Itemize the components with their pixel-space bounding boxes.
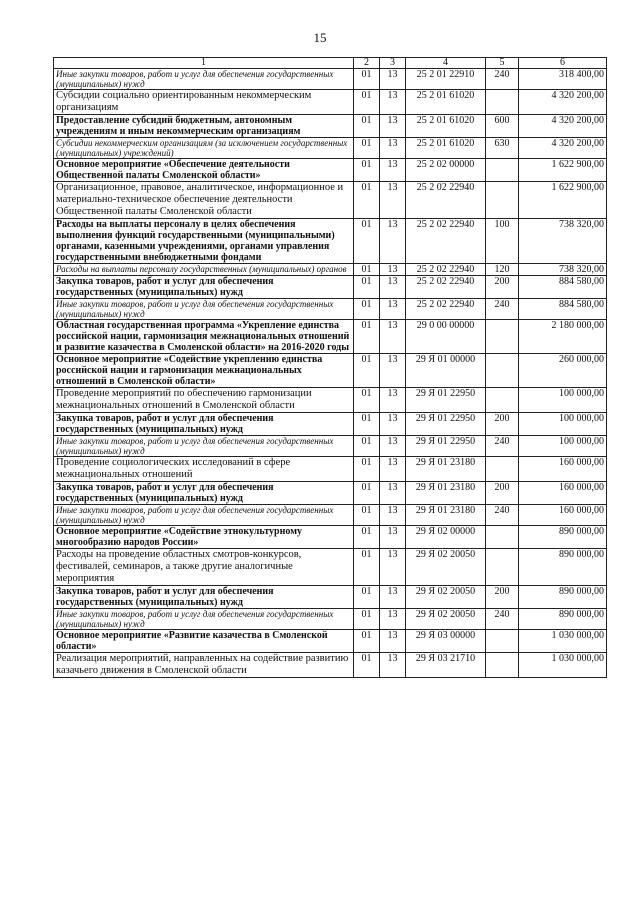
row-expense-type-cell: 240 bbox=[486, 69, 519, 90]
row-amount-cell: 160 000,00 bbox=[519, 505, 607, 526]
row-code-cell: 25 2 01 22910 bbox=[406, 69, 486, 90]
row-code-cell: 25 2 02 22940 bbox=[406, 299, 486, 320]
row-amount-cell: 100 000,00 bbox=[519, 388, 607, 413]
table-row bbox=[54, 436, 607, 457]
row-code-cell: 29 Я 01 22950 bbox=[406, 413, 486, 436]
row-amount-cell: 4 320 200,00 bbox=[519, 90, 607, 115]
row-amount-cell: 884 580,00 bbox=[519, 299, 607, 320]
header-cell: 1 bbox=[54, 58, 354, 69]
row-amount-cell: 4 320 200,00 bbox=[519, 115, 607, 138]
row-section-cell: 01 bbox=[354, 182, 380, 219]
row-expense-type-cell: 240 bbox=[486, 299, 519, 320]
row-subsection-cell: 13 bbox=[380, 413, 406, 436]
row-name-cell: Основное мероприятие «Развитие казачества в Смоленской области» bbox=[54, 630, 354, 653]
table-row bbox=[54, 219, 607, 264]
row-expense-type-cell: 240 bbox=[486, 505, 519, 526]
row-expense-type-cell: 200 bbox=[486, 276, 519, 299]
row-subsection-cell: 13 bbox=[380, 653, 406, 678]
row-subsection-cell: 13 bbox=[380, 586, 406, 609]
row-expense-type-cell: 630 bbox=[486, 138, 519, 159]
budget-table bbox=[53, 57, 607, 678]
row-section-cell: 01 bbox=[354, 630, 380, 653]
row-code-cell: 29 Я 01 22950 bbox=[406, 436, 486, 457]
row-section-cell: 01 bbox=[354, 526, 380, 549]
row-section-cell: 01 bbox=[354, 299, 380, 320]
table-row bbox=[54, 549, 607, 586]
header-cell: 2 bbox=[354, 58, 380, 69]
row-expense-type-cell bbox=[486, 653, 519, 678]
table-row bbox=[54, 182, 607, 219]
row-code-cell: 29 Я 01 23180 bbox=[406, 482, 486, 505]
row-subsection-cell: 13 bbox=[380, 505, 406, 526]
row-expense-type-cell bbox=[486, 182, 519, 219]
row-name-cell: Субсидии некоммерческим организациям (за исключением государственных (муниципальных) учреждений) bbox=[54, 138, 354, 159]
row-section-cell: 01 bbox=[354, 388, 380, 413]
row-code-cell: 25 2 02 22940 bbox=[406, 276, 486, 299]
row-section-cell: 01 bbox=[354, 609, 380, 630]
row-expense-type-cell: 240 bbox=[486, 609, 519, 630]
row-code-cell: 25 2 01 61020 bbox=[406, 138, 486, 159]
row-name-cell: Областная государственная программа «Укрепление единства российской нации, гармонизация межнациональных отношений и развитие казачества в Смоленской области» на 2016-2020 годы bbox=[54, 320, 354, 354]
row-section-cell: 01 bbox=[354, 320, 380, 354]
table-row bbox=[54, 276, 607, 299]
row-section-cell: 01 bbox=[354, 354, 380, 388]
row-subsection-cell: 13 bbox=[380, 482, 406, 505]
row-section-cell: 01 bbox=[354, 586, 380, 609]
table-row bbox=[54, 69, 607, 90]
row-section-cell: 01 bbox=[354, 138, 380, 159]
table-row bbox=[54, 630, 607, 653]
table-row bbox=[54, 90, 607, 115]
row-section-cell: 01 bbox=[354, 457, 380, 482]
row-name-cell: Проведение мероприятий по обеспечению гармонизации межнациональных отношений в Смоленской области bbox=[54, 388, 354, 413]
row-amount-cell: 2 180 000,00 bbox=[519, 320, 607, 354]
table-row bbox=[54, 115, 607, 138]
row-section-cell: 01 bbox=[354, 653, 380, 678]
row-amount-cell: 1 030 000,00 bbox=[519, 653, 607, 678]
row-subsection-cell: 13 bbox=[380, 388, 406, 413]
header-cell: 5 bbox=[486, 58, 519, 69]
table-row bbox=[54, 413, 607, 436]
row-expense-type-cell: 120 bbox=[486, 264, 519, 276]
row-name-cell: Основное мероприятие «Содействие этнокультурному многообразию народов России» bbox=[54, 526, 354, 549]
row-subsection-cell: 13 bbox=[380, 320, 406, 354]
row-section-cell: 01 bbox=[354, 90, 380, 115]
row-code-cell: 29 Я 01 23180 bbox=[406, 457, 486, 482]
row-subsection-cell: 13 bbox=[380, 264, 406, 276]
row-subsection-cell: 13 bbox=[380, 354, 406, 388]
row-subsection-cell: 13 bbox=[380, 436, 406, 457]
row-name-cell: Расходы на выплаты персоналу в целях обеспечения выполнения функций государственными (муниципальными) органами, казенными учреждениями, органами управления государственными внебюджетными фондами bbox=[54, 219, 354, 264]
row-expense-type-cell: 240 bbox=[486, 436, 519, 457]
row-name-cell: Основное мероприятие «Содействие укреплению единства российской нации и гармонизация межнациональных отношений в Смоленской области» bbox=[54, 354, 354, 388]
row-subsection-cell: 13 bbox=[380, 457, 406, 482]
row-code-cell: 25 2 02 00000 bbox=[406, 159, 486, 182]
row-expense-type-cell: 200 bbox=[486, 586, 519, 609]
row-name-cell: Закупка товаров, работ и услуг для обеспечения государственных (муниципальных) нужд bbox=[54, 276, 354, 299]
row-name-cell: Организационное, правовое, аналитическое, информационное и материально-техническое обеспечение деятельности Общественной палаты Смоленской области bbox=[54, 182, 354, 219]
row-code-cell: 29 Я 03 00000 bbox=[406, 630, 486, 653]
row-expense-type-cell bbox=[486, 90, 519, 115]
row-amount-cell: 318 400,00 bbox=[519, 69, 607, 90]
table-row bbox=[54, 609, 607, 630]
row-expense-type-cell: 100 bbox=[486, 219, 519, 264]
row-expense-type-cell: 600 bbox=[486, 115, 519, 138]
row-amount-cell: 1 622 900,00 bbox=[519, 182, 607, 219]
row-amount-cell: 160 000,00 bbox=[519, 482, 607, 505]
row-name-cell: Иные закупки товаров, работ и услуг для обеспечения государственных (муниципальных) нужд bbox=[54, 299, 354, 320]
row-subsection-cell: 13 bbox=[380, 276, 406, 299]
row-expense-type-cell bbox=[486, 549, 519, 586]
row-name-cell: Субсидии социально ориентированным некоммерческим организациям bbox=[54, 90, 354, 115]
row-amount-cell: 738 320,00 bbox=[519, 219, 607, 264]
row-section-cell: 01 bbox=[354, 159, 380, 182]
row-amount-cell: 738 320,00 bbox=[519, 264, 607, 276]
table-row bbox=[54, 159, 607, 182]
row-subsection-cell: 13 bbox=[380, 138, 406, 159]
row-amount-cell: 890 000,00 bbox=[519, 526, 607, 549]
row-code-cell: 29 Я 01 23180 bbox=[406, 505, 486, 526]
row-section-cell: 01 bbox=[354, 413, 380, 436]
row-section-cell: 01 bbox=[354, 115, 380, 138]
row-subsection-cell: 13 bbox=[380, 609, 406, 630]
row-subsection-cell: 13 bbox=[380, 159, 406, 182]
row-code-cell: 25 2 02 22940 bbox=[406, 182, 486, 219]
row-subsection-cell: 13 bbox=[380, 549, 406, 586]
row-code-cell: 29 Я 02 20050 bbox=[406, 549, 486, 586]
row-amount-cell: 100 000,00 bbox=[519, 413, 607, 436]
row-section-cell: 01 bbox=[354, 264, 380, 276]
row-amount-cell: 100 000,00 bbox=[519, 436, 607, 457]
table-row bbox=[54, 505, 607, 526]
row-expense-type-cell bbox=[486, 630, 519, 653]
row-section-cell: 01 bbox=[354, 436, 380, 457]
row-code-cell: 25 2 02 22940 bbox=[406, 219, 486, 264]
row-amount-cell: 884 580,00 bbox=[519, 276, 607, 299]
row-code-cell: 25 2 01 61020 bbox=[406, 90, 486, 115]
row-subsection-cell: 13 bbox=[380, 90, 406, 115]
table-row bbox=[54, 138, 607, 159]
row-name-cell: Проведение социологических исследований в сфере межнациональных отношений bbox=[54, 457, 354, 482]
row-expense-type-cell: 200 bbox=[486, 413, 519, 436]
row-section-cell: 01 bbox=[354, 276, 380, 299]
row-code-cell: 29 Я 02 20050 bbox=[406, 586, 486, 609]
row-subsection-cell: 13 bbox=[380, 115, 406, 138]
table-row bbox=[54, 457, 607, 482]
row-name-cell: Иные закупки товаров, работ и услуг для обеспечения государственных (муниципальных) нужд bbox=[54, 505, 354, 526]
row-expense-type-cell bbox=[486, 388, 519, 413]
row-expense-type-cell bbox=[486, 159, 519, 182]
row-amount-cell: 260 000,00 bbox=[519, 354, 607, 388]
row-subsection-cell: 13 bbox=[380, 299, 406, 320]
row-section-cell: 01 bbox=[354, 219, 380, 264]
table-row bbox=[54, 320, 607, 354]
header-cell: 4 bbox=[406, 58, 486, 69]
row-amount-cell: 890 000,00 bbox=[519, 609, 607, 630]
row-subsection-cell: 13 bbox=[380, 69, 406, 90]
table-row bbox=[54, 653, 607, 678]
row-subsection-cell: 13 bbox=[380, 219, 406, 264]
row-amount-cell: 4 320 200,00 bbox=[519, 138, 607, 159]
page-number: 15 bbox=[313, 30, 327, 45]
row-expense-type-cell: 200 bbox=[486, 482, 519, 505]
row-amount-cell: 890 000,00 bbox=[519, 586, 607, 609]
table-row bbox=[54, 299, 607, 320]
table-row bbox=[54, 354, 607, 388]
row-code-cell: 25 2 01 61020 bbox=[406, 115, 486, 138]
row-expense-type-cell bbox=[486, 457, 519, 482]
table-row bbox=[54, 264, 607, 276]
row-section-cell: 01 bbox=[354, 69, 380, 90]
row-code-cell: 29 Я 01 22950 bbox=[406, 388, 486, 413]
row-section-cell: 01 bbox=[354, 482, 380, 505]
table-row bbox=[54, 526, 607, 549]
row-subsection-cell: 13 bbox=[380, 526, 406, 549]
row-code-cell: 29 Я 01 00000 bbox=[406, 354, 486, 388]
table-row bbox=[54, 482, 607, 505]
row-name-cell: Основное мероприятие «Обеспечение деятельности Общественной палаты Смоленской области» bbox=[54, 159, 354, 182]
row-name-cell: Иные закупки товаров, работ и услуг для обеспечения государственных (муниципальных) нужд bbox=[54, 609, 354, 630]
row-name-cell: Предоставление субсидий бюджетным, автономным учреждениям и иным некоммерческим организациям bbox=[54, 115, 354, 138]
row-name-cell: Иные закупки товаров, работ и услуг для обеспечения государственных (муниципальных) нужд bbox=[54, 436, 354, 457]
table-row bbox=[54, 586, 607, 609]
row-code-cell: 29 0 00 00000 bbox=[406, 320, 486, 354]
row-name-cell: Закупка товаров, работ и услуг для обеспечения государственных (муниципальных) нужд bbox=[54, 586, 354, 609]
row-amount-cell: 1 030 000,00 bbox=[519, 630, 607, 653]
row-expense-type-cell bbox=[486, 354, 519, 388]
row-amount-cell: 160 000,00 bbox=[519, 457, 607, 482]
row-code-cell: 29 Я 03 21710 bbox=[406, 653, 486, 678]
row-code-cell: 25 2 02 22940 bbox=[406, 264, 486, 276]
row-code-cell: 29 Я 02 20050 bbox=[406, 609, 486, 630]
row-section-cell: 01 bbox=[354, 505, 380, 526]
row-section-cell: 01 bbox=[354, 549, 380, 586]
table-row bbox=[54, 388, 607, 413]
row-name-cell: Расходы на выплаты персоналу государственных (муниципальных) органов bbox=[54, 264, 354, 276]
row-name-cell: Расходы на проведение областных смотров-конкурсов, фестивалей, семинаров, а также другие аналогичные мероприятия bbox=[54, 549, 354, 586]
row-name-cell: Иные закупки товаров, работ и услуг для обеспечения государственных (муниципальных) нужд bbox=[54, 69, 354, 90]
row-amount-cell: 890 000,00 bbox=[519, 549, 607, 586]
row-name-cell: Закупка товаров, работ и услуг для обеспечения государственных (муниципальных) нужд bbox=[54, 413, 354, 436]
row-expense-type-cell bbox=[486, 526, 519, 549]
header-cell: 6 bbox=[519, 58, 607, 69]
row-name-cell: Реализация мероприятий, направленных на содействие развитию казачьего движения в Смоленской области bbox=[54, 653, 354, 678]
row-subsection-cell: 13 bbox=[380, 630, 406, 653]
header-row bbox=[54, 58, 607, 69]
row-subsection-cell: 13 bbox=[380, 182, 406, 219]
header-cell: 3 bbox=[380, 58, 406, 69]
row-code-cell: 29 Я 02 00000 bbox=[406, 526, 486, 549]
row-expense-type-cell bbox=[486, 320, 519, 354]
row-amount-cell: 1 622 900,00 bbox=[519, 159, 607, 182]
row-name-cell: Закупка товаров, работ и услуг для обеспечения государственных (муниципальных) нужд bbox=[54, 482, 354, 505]
